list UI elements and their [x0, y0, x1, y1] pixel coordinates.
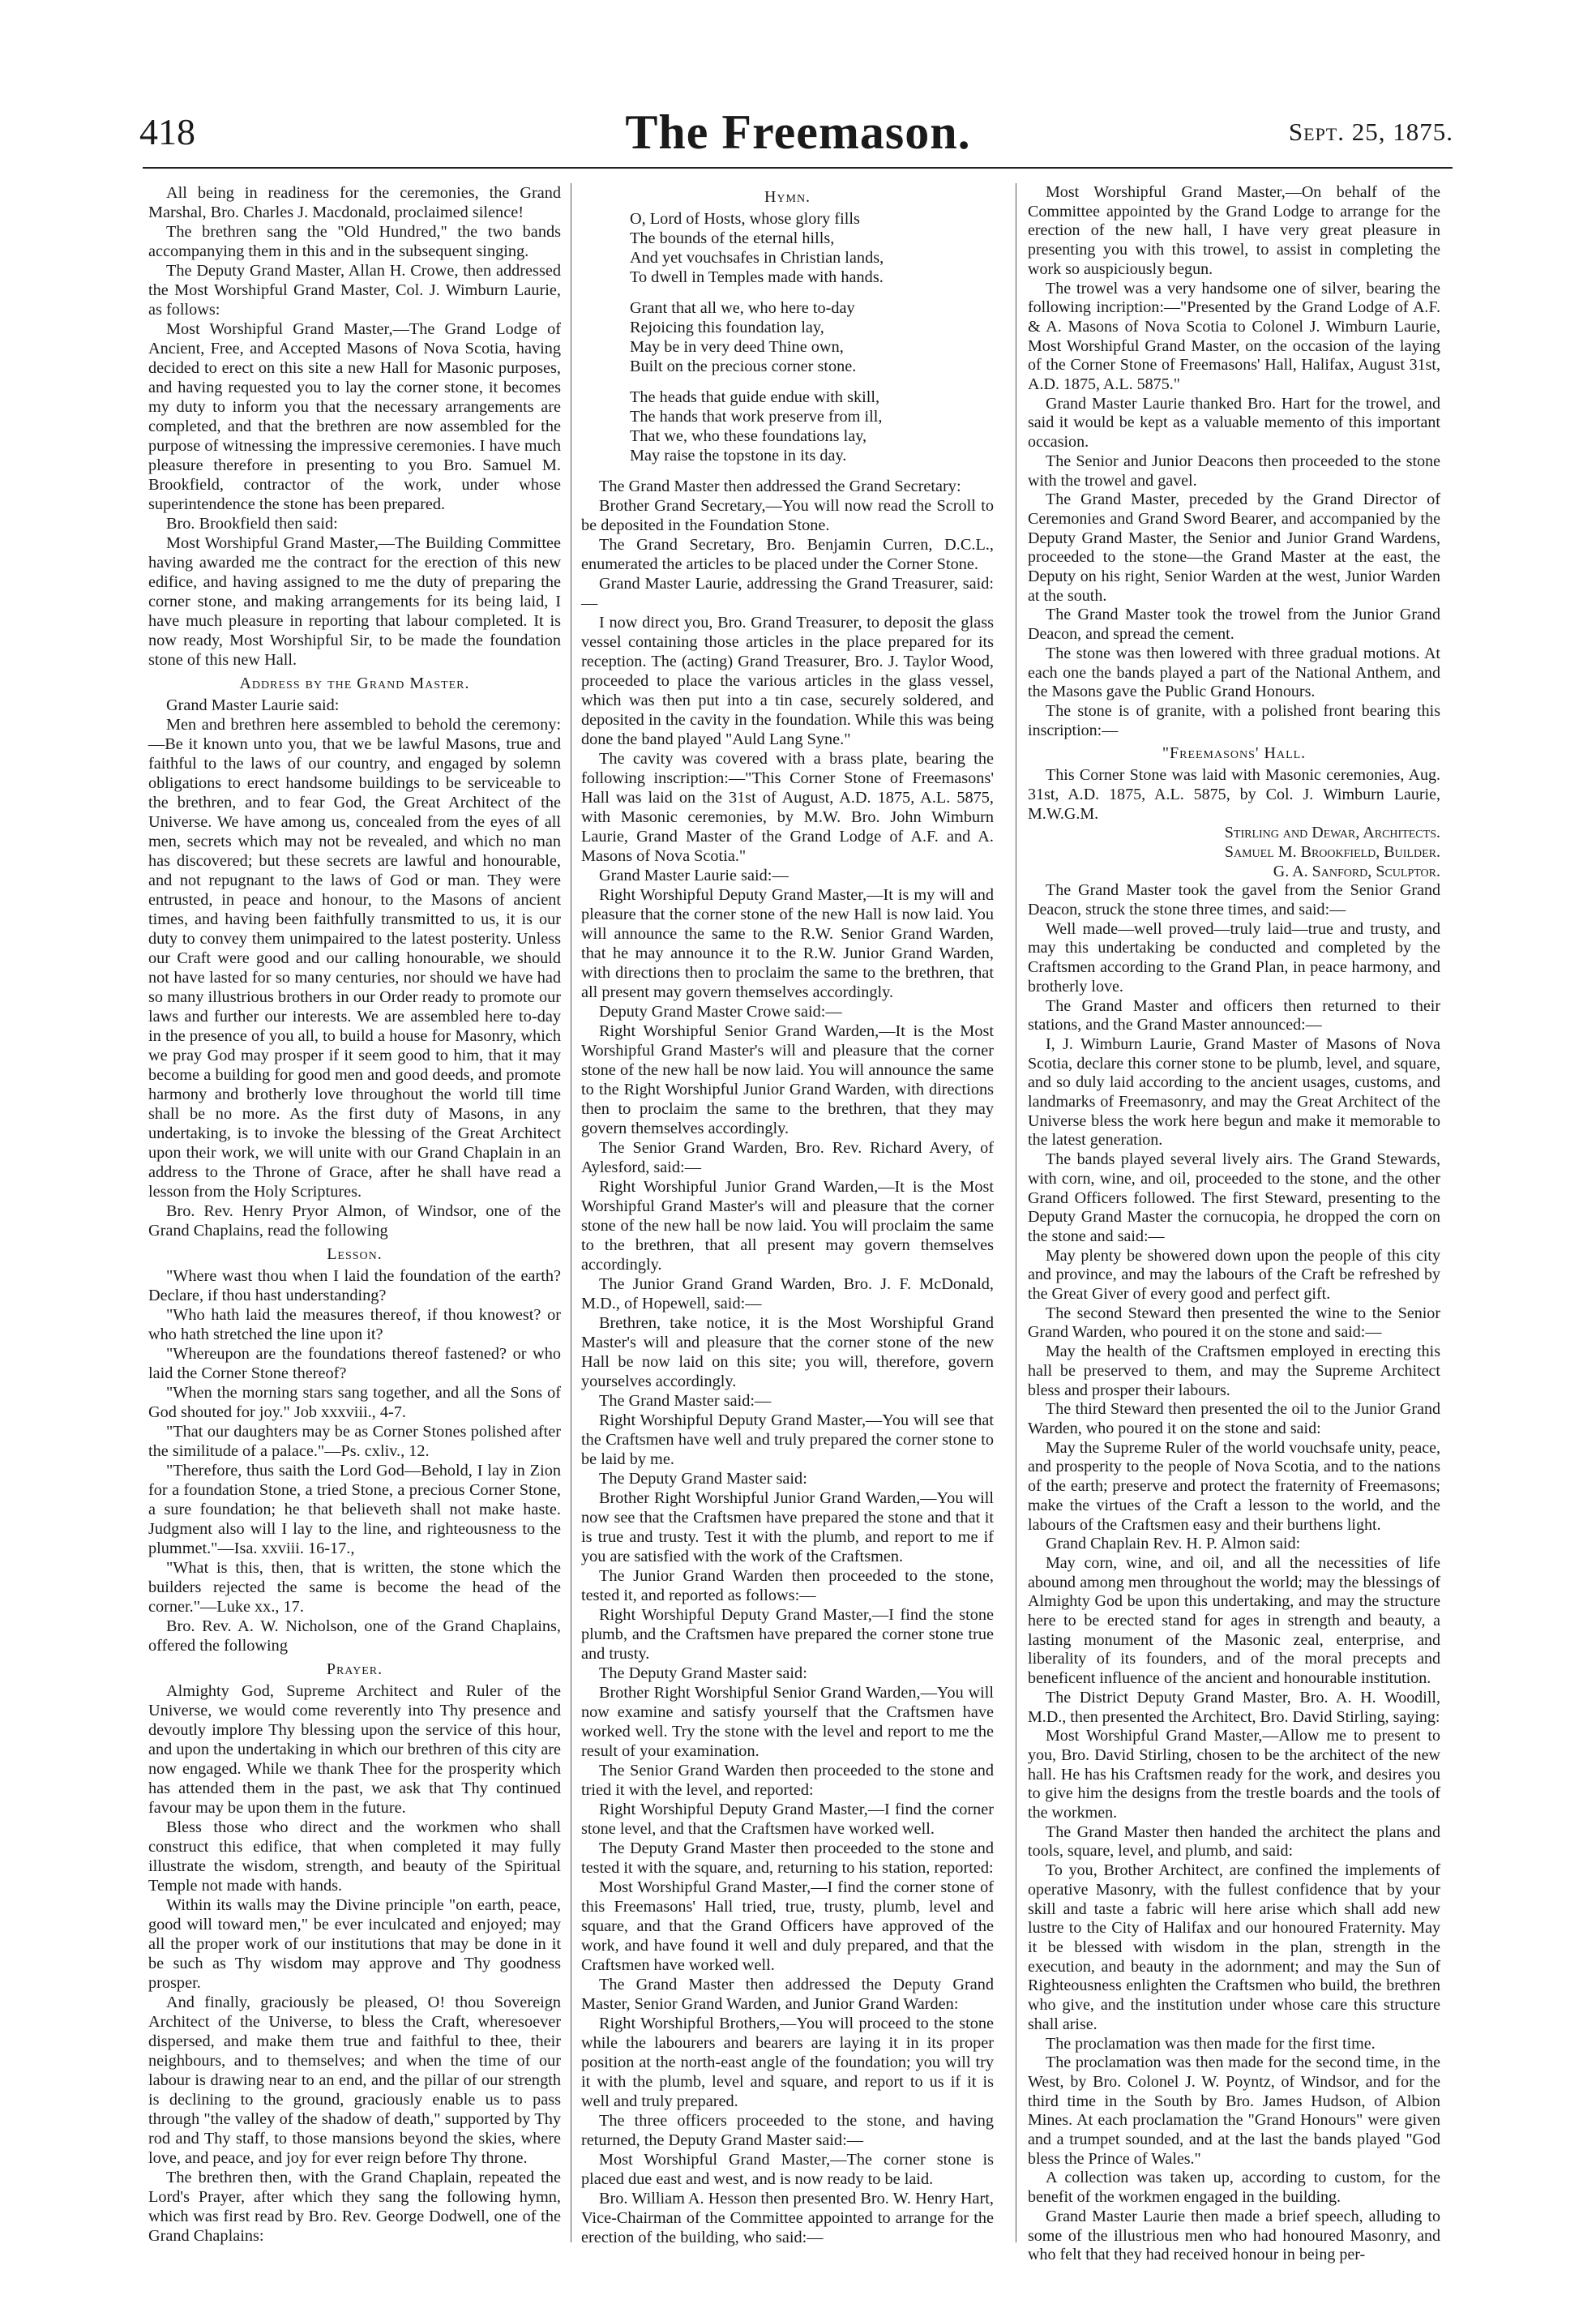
paragraph: Bro. William A. Hesson then presented Bro. W. Henry Hart, Vice-Chairman of the Committee appointed to arrange for the erection of the building, who said:—: [581, 2190, 994, 2246]
paragraph: The proclamation was then made for the first time.: [1046, 2034, 1376, 2053]
paragraph: Most Worshipful Grand Master,—The Building Committee having awarded me the contract for the erection of this new edifice, and having assigned to me the duty of preparing the corner stone, and making arrangements for its being laid, I have much pleasure in reporting that labour completed. It is now ready, Most Worshipful Sir, to be made the foundation stone of this new Hall.: [148, 534, 561, 669]
paragraph: Brother Right Worshipful Senior Grand Warden,—You will now examine and satisfy yourself that the Craftsmen have worked well. Try the stone with the level and report to me the result of your examination.: [581, 1684, 994, 1760]
paragraph: The second Steward then presented the wine to the Senior Grand Warden, who poured it on the stone and said:—: [1028, 1304, 1440, 1342]
paragraph: Right Worshipful Junior Grand Warden,—It is the Most Worshipful Grand Master's will and pleasure that the corner stone of the new hall be now laid. You will proclaim the same to the brethren, that all present may govern themselves accordingly.: [581, 1178, 994, 1274]
paragraph: Bless those who direct and the workmen who shall construct this edifice, that when completed it may fully illustrate the wisdom, strength, and beauty of the Spiritual Temple not made with hands.: [148, 1818, 561, 1895]
paragraph: Brother Grand Secretary,—You will now read the Scroll to be deposited in the Foundation Stone.: [581, 497, 994, 534]
inscription-credit: Stirling and Dewar, Architects.: [1224, 824, 1440, 842]
paragraph: "Whereupon are the foundations thereof fastened? or who laid the Corner Stone thereof?: [148, 1345, 561, 1382]
page-number: 418: [139, 111, 195, 152]
paragraph: Bro. Rev. Henry Pryor Almon, of Windsor, one of the Grand Chaplains, read the following: [148, 1202, 561, 1240]
paragraph: The Senior Grand Warden then proceeded to the stone and tried it with the level, and reported:: [581, 1762, 994, 1799]
section-heading: "Freemasons' Hall.: [1162, 744, 1307, 763]
paragraph: The Deputy Grand Master, Allan H. Crowe, then addressed the Most Worshipful Grand Master, Col. J. Wimburn Laurie, as follows:: [148, 262, 561, 319]
paragraph: "Who hath laid the measures thereof, if thou knowest? or who hath stretched the line upon it?: [148, 1306, 561, 1343]
column-2: [581, 183, 994, 2247]
paragraph: And finally, graciously be pleased, O! thou Sovereign Architect of the Universe, to bless the Craft, wheresoever dispersed, and make them true and faithful to thee, their neighbours, and to themselves; and when the time of our labour is drawing near to an end, and the pillar of our strength is declining to the ground, graciously enable us to pass through "the valley of the shadow of death," supported by Thy rod and Thy staff, to those mansions beyond the skies, where love, and peace, and joy for ever reign before Thy throne.: [148, 1994, 561, 2167]
paragraph: Right Worshipful Deputy Grand Master,—You will see that the Craftsmen have well and truly prepared the corner stone to be laid by me.: [581, 1411, 994, 1468]
paragraph: This Corner Stone was laid with Masonic ceremonies, Aug. 31st, A.D. 1875, A.L. 5875, by Col. J. Wimburn Laurie, M.W.G.M.: [1028, 766, 1440, 823]
paragraph: The Senior Grand Warden, Bro. Rev. Richard Avery, of Aylesford, said:—: [581, 1139, 994, 1176]
paragraph: May corn, wine, and oil, and all the necessities of life abound among men throughout the world; may the blessings of Almighty God be upon this undertaking, and may the structure here to be erected stand for ages in strength and beauty, a lasting monument of the Masonic zeal, enterprise, and liberality of its founders, and of the moral precepts and beneficent influence of the ancient and honourable institution.: [1028, 1553, 1440, 1688]
paragraph: The trowel was a very handsome one of silver, bearing the following incription:—"Presented by the Grand Lodge of A.F. & A. Masons of Nova Scotia to Colonel J. Wimburn Laurie, Most Worshipful Grand Master, on the occasion of the laying of the Corner Stone of Freemasons' Hall, Halifax, August 31st, A.D. 1875, A.L. 5875.": [1028, 279, 1440, 394]
paragraph: The Grand Master said:—: [599, 1392, 772, 1410]
paragraph: Most Worshipful Grand Master,—The corner stone is placed due east and west, and is now ready to be laid.: [581, 2151, 994, 2188]
paragraph: The three officers proceeded to the stone, and having returned, the Deputy Grand Master said:—: [581, 2112, 994, 2149]
paragraph: The Senior and Junior Deacons then proceeded to the stone with the trowel and gavel.: [1028, 452, 1440, 490]
paragraph: Bro. Brookfield then said:: [166, 515, 338, 533]
paragraph: The Junior Grand Warden then proceeded to the stone, tested it, and reported as follows:—: [581, 1567, 994, 1604]
paragraph: "What is this, then, that is written, the stone which the builders rejected the same is become the head of the corner."—Luke xx., 17.: [148, 1559, 561, 1616]
paragraph: Men and brethren here assembled to behold the ceremony:—Be it known unto you, that we be lawful Masons, true and faithful to the laws of our country, and engaged by solemn obligations to erect handsome buildings to be serviceable to the brethren, and to fear God, the Great Architect of the Universe. We have among us, concealed from the eyes of all men, secrets which may not be revealed, and which no man has discovered; but these secrets are lawful and honourable, and not repugnant to the laws of God or man. They were entrusted, in peace and honour, to the Masons of ancient times, and having been faithfully transmitted to us, it is our duty to convey them unimpaired to the latest posterity. Unless our Craft were good and our calling honourable, we should not have lasted for so many centuries, nor should we have had so many illustrious brothers in our Order ready to promote our laws and further our interests. We are assembled here to-day in the presence of you all, to build a house for Masonry, which we pray God may prosper if it seem good to him, that it may become a building for good men and good deeds, and promote harmony and brotherly love throughout the world till time shall be no more. As the first duty of Masons, in any undertaking, is to invoke the blessing of the Great Architect upon their work, we will unite with our Grand Chaplain in an address to the Throne of Grace, after he shall have read a lesson from the Holy Scriptures.: [148, 716, 561, 1201]
hymn-stanza: O, Lord of Hosts, whose glory fills The bounds of the eternal hills, And yet vouchsafes in Christian lands, To dwell in Temples made with hands.: [630, 210, 884, 286]
paragraph: Most Worshipful Grand Master,—The Grand Lodge of Ancient, Free, and Accepted Masons of Nova Scotia, having decided to erect on this site a new Hall for Masonic purposes, and having requested you to lay the corner stone, it becomes my duty to inform you that the necessary arrangements are completed, and that the brethren are now assembled for the purpose of witnessing the impressive ceremonies. I have much pleasure therefore in presenting to you Bro. Samuel M. Brookfield, contractor of the work, under whose superintendence the stone has been prepared.: [148, 320, 561, 513]
paragraph: The Grand Master, preceded by the Grand Director of Ceremonies and Grand Sword Bearer, and accompanied by the Deputy Grand Master, the Senior and Junior Grand Wardens, proceeded to the stone—the Grand Master at the east, the Deputy on his right, Senior Warden at the west, Junior Warden at the south.: [1028, 490, 1440, 605]
paragraph: Bro. Rev. A. W. Nicholson, one of the Grand Chaplains, offered the following: [148, 1617, 561, 1655]
paragraph: Right Worshipful Senior Grand Warden,—It is the Most Worshipful Grand Master's will and pleasure that the corner stone of the new hall be now laid. You will announce the same to the Right Worshipful Junior Grand Warden, with directions then to proclaim the same to the brethren, that they may govern themselves accordingly.: [581, 1022, 994, 1137]
paragraph: Within its walls may the Divine principle "on earth, peace, good will toward men," be ever inculcated and enjoyed; may all the proper work of our institutions that may be done in it be such as Thy wisdom may approve and Thy goodness prosper.: [148, 1896, 561, 1992]
inscription-credit: G. A. Sanford, Sculptor.: [1273, 862, 1440, 880]
paragraph: To you, Brother Architect, are confined the implements of operative Masonry, with the fullest confidence that by your skill and taste a fabric will here arise which shall add new lustre to the City of Halifax and our honoured Fraternity. May it be blessed with wisdom in the plan, strength in the execution, and beauty in the adornment; and may the Sun of Righteousness enlighten the Craftsmen who build, the brethren who give, and the institution under whose care this structure shall arise.: [1028, 1861, 1440, 2033]
paragraph: May plenty be showered down upon the people of this city and province, and may the labours of the Craft be refreshed by the Great Giver of every good and perfect gift.: [1028, 1246, 1440, 1304]
masthead: [0, 0, 1596, 191]
paragraph: I now direct you, Bro. Grand Treasurer, to deposit the glass vessel containing those articles in the place prepared for its reception. The (acting) Grand Treasurer, Bro. J. Taylor Wood, proceeded to place the various articles in the glass vessel, which was then put into a tin case, securely soldered, and deposited in the cavity in the foundation. While this was being done the band played "Auld Lang Syne.": [581, 614, 994, 748]
paragraph: The Grand Master then addressed the Deputy Grand Master, Senior Grand Warden, and Junior Grand Warden:: [581, 1976, 994, 2013]
paragraph: Almighty God, Supreme Architect and Ruler of the Universe, we would come reverently into Thy presence and devoutly implore Thy blessing upon the service of this hour, and upon the undertaking in which our brethren of this city are now engaged. While we thank Thee for the prosperity which has attended them in the past, we ask that Thy continued favour may be upon them in the future.: [148, 1682, 561, 1817]
paragraph: Most Worshipful Grand Master,—On behalf of the Committee appointed by the Grand Lodge to arrange for the erection of the new hall, I have very great pleasure in presenting you with this trowel, to assist in completing the work so auspiciously begun.: [1028, 183, 1440, 278]
paragraph: The Grand Master then addressed the Grand Secretary:: [599, 478, 961, 495]
paragraph: I, J. Wimburn Laurie, Grand Master of Masons of Nova Scotia, declare this corner stone to be plumb, level, and square, and so duly laid according to the ancient usages, customs, and landmarks of Freemasonry, and may the Great Architect of the Universe bless the work here begun and make it memorable to the latest generation.: [1028, 1034, 1440, 1150]
paragraph: Brethren, take notice, it is the Most Worshipful Grand Master's will and pleasure that the corner stone of the new Hall be now laid on this site; you will, therefore, govern yourselves accordingly.: [581, 1314, 994, 1390]
paragraph: The third Steward then presented the oil to the Junior Grand Warden, who poured it on the stone and said:: [1028, 1400, 1440, 1437]
hymn-stanza: Grant that all we, who here to-day Rejoicing this foundation lay, May be in very deed Thine own, Built on the precious corner stone.: [630, 299, 857, 375]
paragraph: The Grand Master took the gavel from the Senior Grand Deacon, struck the stone three times, and said:—: [1028, 881, 1440, 919]
paragraph: All being in readiness for the ceremonies, the Grand Marshal, Bro. Charles J. Macdonald, proclaimed silence!: [148, 184, 561, 221]
paragraph: The Deputy Grand Master said:: [599, 1664, 807, 1682]
hymn-stanza: The heads that guide endue with skill, The hands that work preserve from ill, That we, who these foundations lay, May raise the topstone in its day.: [630, 388, 883, 465]
column-1: [148, 183, 561, 2246]
paragraph: "Where wast thou when I laid the foundation of the earth? Declare, if thou hast understanding?: [148, 1267, 561, 1304]
paragraph: Most Worshipful Grand Master,—Allow me to present to you, Bro. David Stirling, chosen to be the architect of the new hall. He has his Craftsmen ready for the work, and desires you to give him the designs from the trestle boards and the tools of the workmen.: [1028, 1727, 1440, 1822]
section-heading: Hymn.: [764, 188, 811, 206]
paragraph: Deputy Grand Master Crowe said:—: [599, 1003, 842, 1021]
paragraph: The proclamation was then made for the second time, in the West, by Bro. Colonel J. W. Poyntz, of Windsor, and for the third time in the South by Bro. James Hudson, of Albion Mines. At each proclamation the "Grand Honours" were given and a trumpet sounded, and at the last the bands played "God bless the Prince of Wales.": [1028, 2053, 1440, 2168]
paragraph: Grand Master Laurie then made a brief speech, alluding to some of the illustrious men who had honoured Masonry, and who felt that they had received honour in being per-: [1028, 2207, 1440, 2264]
paragraph: A collection was taken up, according to custom, for the benefit of the workmen engaged in the building.: [1028, 2169, 1440, 2207]
paragraph: The Deputy Grand Master said:: [599, 1470, 807, 1488]
section-heading: Address by the Grand Master.: [239, 674, 470, 692]
paragraph: The Deputy Grand Master then proceeded to the stone and tested it with the square, and, returning to his station, reported:: [581, 1839, 994, 1877]
paragraph: The District Deputy Grand Master, Bro. A. H. Woodill, M.D., then presented the Architect, Bro. David Stirling, saying:: [1028, 1688, 1440, 1726]
section-heading: Lesson.: [327, 1245, 383, 1263]
paragraph: Grand Master Laurie said:: [166, 696, 340, 714]
paragraph: Right Worshipful Brothers,—You will proceed to the stone while the labourers and bearers are laying it in its proper position at the north-east angle of the foundation; you will try it with the plumb, level and square, and report to us if it is well and truly prepared.: [581, 2015, 994, 2110]
paragraph: Grand Chaplain Rev. H. P. Almon said:: [1046, 1535, 1301, 1553]
paragraph: Most Worshipful Grand Master,—I find the corner stone of this Freemasons' Hall tried, true, trusty, plumb, level and square, and that the Grand Officers have approved of the work, and have found it well and duly prepared, and that the Craftsmen have worked well.: [581, 1878, 994, 1974]
paragraph: "Therefore, thus saith the Lord God—Behold, I lay in Zion for a foundation Stone, a tried Stone, a precious Corner Stone, a sure foundation; he that believeth shall not make haste. Judgment also will I lay to the line, and righteousness to the plummet."—Isa. xxviii. 16-17.,: [148, 1462, 561, 1557]
paragraph: The brethren then, with the Grand Chaplain, repeated the Lord's Prayer, after which they sang the following hymn, which was first read by Bro. Rev. George Dodwell, one of the Grand Chaplains:: [148, 2169, 561, 2245]
paragraph: The Grand Master took the trowel from the Junior Grand Deacon, and spread the cement.: [1028, 606, 1440, 644]
paragraph: Right Worshipful Deputy Grand Master,—I find the stone plumb, and the Craftsmen have prepared the corner stone true and trusty.: [581, 1606, 994, 1663]
paragraph: Well made—well proved—truly laid—true and trusty, and may this undertaking be conducted and completed by the Craftsmen according to the Grand Plan, in peace harmony, and brotherly love.: [1028, 919, 1440, 996]
header-rule: [143, 167, 1453, 169]
hymn-verses: [630, 209, 994, 465]
paragraph: The Grand Master then handed the architect the plans and tools, square, level, and plumb, and said:: [1028, 1822, 1440, 1861]
paragraph: The Grand Secretary, Bro. Benjamin Curren, D.C.L., enumerated the articles to be placed under the Corner Stone.: [581, 536, 994, 573]
paragraph: Brother Right Worshipful Junior Grand Warden,—You will now see that the Craftsmen have prepared the stone and that it is true and trusty. Test it with the plumb, and report to me if you are satisfied with the work of the Craftsmen.: [581, 1489, 994, 1565]
paragraph: "That our daughters may be as Corner Stones polished after the similitude of a palace."—Ps. cxliv., 12.: [148, 1423, 561, 1460]
paragraph: Right Worshipful Deputy Grand Master,—It is my will and pleasure that the corner stone of the new Hall is now laid. You will announce the same to the R.W. Senior Grand Warden, that he may announce it to the R.W. Junior Grand Warden, with directions then to proclaim the same to the brethren, that all present may govern themselves accordingly.: [581, 886, 994, 1001]
paragraph: The brethren sang the "Old Hundred," the two bands accompanying them in this and in the subsequent singing.: [148, 223, 561, 260]
paragraph: The stone was then lowered with three gradual motions. At each one the bands played a part of the National Anthem, and the Masons gave the Public Grand Honours.: [1028, 644, 1440, 701]
paragraph: Grand Master Laurie thanked Bro. Hart for the trowel, and said it would be kept as a valuable memento of this important occasion.: [1028, 394, 1440, 452]
paragraph: The bands played several lively airs. The Grand Stewards, with corn, wine, and oil, proceeded to the stone, and the other Grand Officers followed. The first Steward, presenting to the Deputy Grand Master the cornucopia, he dropped the corn on the stone and said:—: [1028, 1150, 1440, 1245]
paragraph: Grand Master Laurie said:—: [599, 867, 789, 884]
issue-date: Sept. 25, 1875.: [1288, 118, 1453, 146]
paragraph: The Junior Grand Grand Warden, Bro. J. F. McDonald, M.D., of Hopewell, said:—: [581, 1275, 994, 1313]
newspaper-title: The Freemason.: [625, 105, 971, 159]
paragraph: The Grand Master and officers then returned to their stations, and the Grand Master announced:—: [1028, 996, 1440, 1034]
paragraph: "When the morning stars sang together, and all the Sons of God shouted for joy." Job xxxviii., 4-7.: [148, 1384, 561, 1421]
paragraph: The cavity was covered with a brass plate, bearing the following inscription:—"This Corner Stone of Freemasons' Hall was laid on the 31st of August, A.D. 1875, A.L. 5875, with Masonic ceremonies, by M.W. Bro. John Wimburn Laurie, Grand Master of the Grand Lodge of A.F. and A. Masons of Nova Scotia.": [581, 750, 994, 865]
section-heading: Prayer.: [326, 1660, 383, 1678]
column-3: [1028, 183, 1440, 2265]
paragraph: Grand Master Laurie, addressing the Grand Treasurer, said:—: [581, 575, 994, 612]
inscription-credit: Samuel M. Brookfield, Builder.: [1224, 842, 1440, 861]
paragraph: May the Supreme Ruler of the world vouchsafe unity, peace, and prosperity to the people of Nova Scotia, and to the nations of the earth; preserve and protect the fraternity of Freemasons; make the virtues of the Craft a lesson to the world, and the labours of the Craftsmen easy and their burthens light.: [1028, 1438, 1440, 1534]
paragraph: Right Worshipful Deputy Grand Master,—I find the corner stone level, and that the Craftsmen have worked well.: [581, 1801, 994, 1838]
paragraph: The stone is of granite, with a polished front bearing this inscription:—: [1028, 701, 1440, 739]
paragraph: May the health of the Craftsmen employed in erecting this hall be preserved to them, and may the Supreme Architect bless and prosper their labours.: [1028, 1343, 1440, 1399]
